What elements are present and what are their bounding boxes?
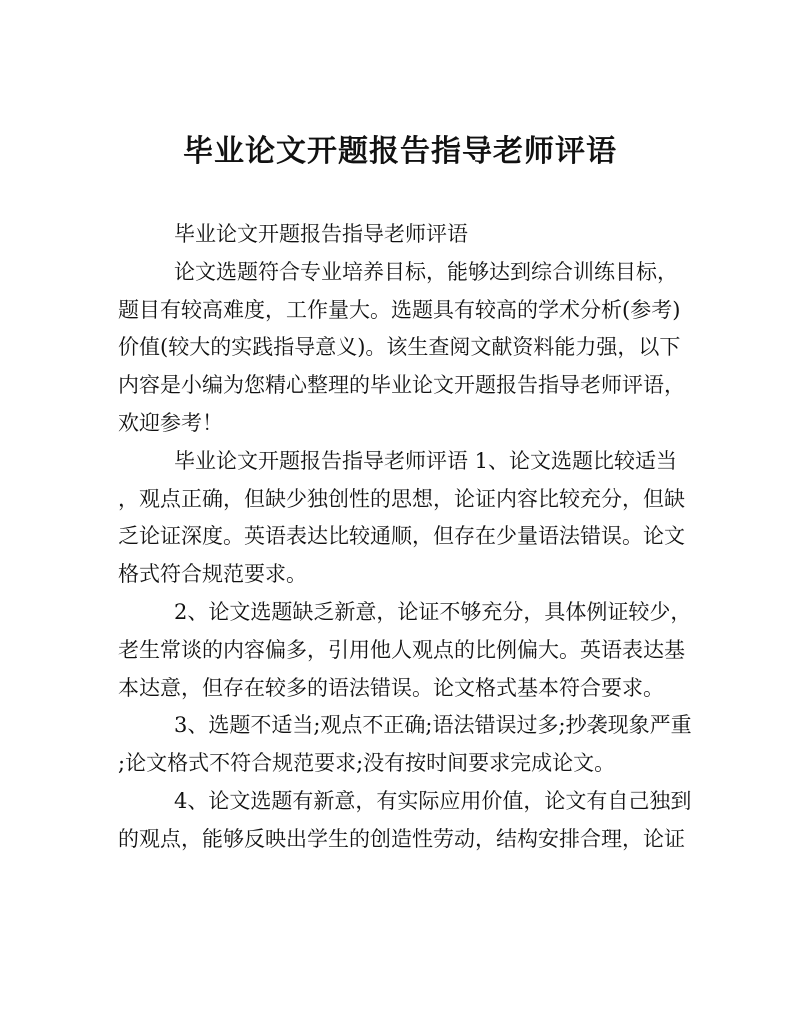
text-line: 论文选题符合专业培养目标，能够达到综合训练目标， xyxy=(174,259,678,284)
text-line: 内容是小编为您精心整理的毕业论文开题报告指导老师评语， xyxy=(118,373,685,398)
text-line: 老生常谈的内容偏多，引用他人观点的比例偏大。英语表达基 xyxy=(118,637,685,662)
text-line: 价值(较大的实践指导意义)。该生查阅文献资料能力强，以下 xyxy=(118,335,681,360)
document-body xyxy=(118,216,692,859)
text-line: 题目有较高难度，工作量大。选题具有较高的学术分析(参考) xyxy=(118,297,681,322)
text-line: 本达意，但存在较多的语法错误。论文格式基本符合要求。 xyxy=(118,675,664,700)
text-line: 3、选题不适当;观点不正确;语法错误过多;抄袭现象严重 xyxy=(174,713,692,738)
text-line: ，观点正确，但缺少独创性的思想，论证内容比较充分，但缺 xyxy=(118,486,685,511)
text-line: 的观点，能够反映出学生的创造性劳动，结构安排合理，论证 xyxy=(118,826,685,851)
text-line: 4、论文选题有新意，有实际应用价值，论文有自己独到 xyxy=(174,788,692,813)
text-line: 2、论文选题缺乏新意，论证不够充分，具体例证较少， xyxy=(174,599,692,624)
text-line: 毕业论文开题报告指导老师评语 xyxy=(174,222,468,246)
text-line: 欢迎参考！ xyxy=(118,410,223,435)
document-title: 毕业论文开题报告指导老师评语 xyxy=(183,134,617,169)
text-line: 格式符合规范要求。 xyxy=(118,562,307,587)
text-line: 毕业论文开题报告指导老师评语 1、论文选题比较适当 xyxy=(174,448,678,473)
text-line: 乏论证深度。英语表达比较通顺，但存在少量语法错误。论文 xyxy=(118,524,685,549)
text-line: ;论文格式不符合规范要求;没有按时间要求完成论文。 xyxy=(118,751,616,776)
